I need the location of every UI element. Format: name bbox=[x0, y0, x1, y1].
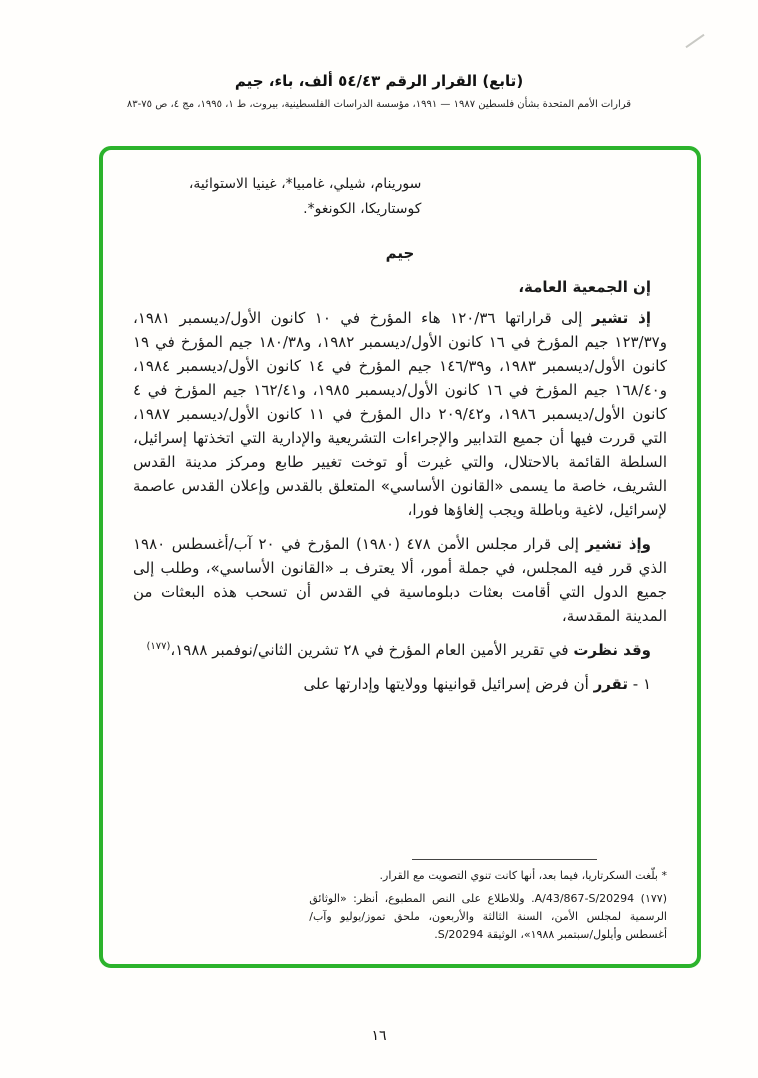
preambular-paragraph-1 bbox=[133, 306, 667, 522]
annotation-highlight-box bbox=[99, 146, 701, 968]
preambular-paragraph-3 bbox=[133, 638, 667, 662]
resolution-title: (تابع) القرار الرقم ٥٤/٤٣ ألف، باء، جيم bbox=[234, 72, 524, 90]
footnote-star: * بلّغت السكرتاريا، فيما بعد، أنها كانت تنوي التصويت مع القرار. bbox=[379, 869, 667, 883]
footnotes-section bbox=[309, 859, 667, 948]
paragraph-lead: تقرر bbox=[593, 675, 628, 694]
opening-clause: إن الجمعية العامة، bbox=[518, 278, 651, 297]
sponsor-line-1: سورينام، شيلي، غامبيا*، غينيا الاستوائية، bbox=[188, 176, 422, 192]
preambular-paragraph-2 bbox=[133, 532, 667, 628]
paragraph-text: إلى قرار مجلس الأمن ٤٧٨ (١٩٨٠) المؤرخ في ٢٠ آب/أغسطس ١٩٨٠ الذي قرر فيه المجلس، في جملة أمور، ألا يعترف بـ «القانون الأساسي»، وطلب إلى جميع الدول التي أقامت بعثات دبلوماسية في القدس أن تسحب هذه البعثات من المدينة المقدسة، bbox=[133, 535, 667, 626]
paragraph-text: إلى قراراتها ١٢٠/٣٦ هاء المؤرخ في ١٠ كانون الأول/ديسمبر ١٩٨١، و١٢٣/٣٧ جيم المؤرخ في ١٦ كانون الأول/ديسمبر ١٩٨٢، و١٨٠/٣٨ جيم المؤرخ في ١٩ كانون الأول/ديسمبر ١٩٨٣، و١٤٦/٣٩ جيم المؤرخ في ١٤ كانون الأول/ديسمبر ١٩٨٤، و١٦٨/٤٠ جيم المؤرخ في ١٦ كانون الأول/ديسمبر ١٩٨٥، و١٦٢/٤١ جيم المؤرخ في ٤ كانون الأول/ديسمبر ١٩٨٦، و٢٠٩/٤٢ دال المؤرخ في ١١ كانون الأول/ديسمبر ١٩٨٧، التي قررت فيها أن جميع التدابير والإجراءات التشريعية والإدارية التي اتخذتها إسرائيل، السلطة القائمة بالاحتلال، والتي غيرت أو توخت تغيير طابع ومركز مدينة القدس الشريف، خاصة ما يسمى «القانون الأساسي» المتعلق بالقدس وإعلان القدس عاصمة لإسرائيل، لاغية وباطلة ويجب إلغاؤها فورا، bbox=[133, 309, 667, 520]
operative-paragraph-1 bbox=[133, 672, 667, 696]
scan-artifact bbox=[685, 34, 704, 48]
sponsor-countries bbox=[133, 172, 421, 222]
section-heading: جيم bbox=[385, 244, 415, 263]
page-header bbox=[0, 72, 758, 110]
paragraph-lead: وإذ تشير bbox=[585, 535, 651, 554]
footnote-reference: (١٧٧) bbox=[146, 641, 171, 653]
paragraph-lead: وقد نظرت bbox=[573, 641, 651, 660]
paragraph-number: ١ - bbox=[632, 675, 651, 694]
page-number: ١٦ bbox=[371, 1028, 387, 1044]
paragraph-text: في تقرير الأمين العام المؤرخ في ٢٨ تشرين الثاني/نوفمبر ١٩٨٨، bbox=[170, 641, 569, 660]
paragraph-lead: إذ تشير bbox=[591, 309, 651, 328]
source-citation: قرارات الأمم المتحدة بشأن فلسطين ١٩٨٧ — ١٩٩١، مؤسسة الدراسات الفلسطينية، بيروت، ط ١، ١٩٩٥، مج ٤، ص ٧٥-٨٣ bbox=[126, 99, 632, 110]
sponsor-line-2: كوستاريكا، الكونغو*. bbox=[303, 201, 422, 218]
paragraph-text: أن فرض إسرائيل قوانينها وولايتها وإدارتها على bbox=[303, 675, 589, 694]
footnote-separator bbox=[412, 859, 597, 860]
footnote-177: (١٧٧) A/43/867-S/20294. وللاطلاع على النص المطبوع، أنظر: «الوثائق الرسمية لمجلس الأمن، السنة الثالثة والأربعون، ملحق تموز/يوليو وآب/أغسطس وأيلول/سبتمبر ١٩٨٨»، الوثيقة S/20294. bbox=[309, 891, 667, 941]
